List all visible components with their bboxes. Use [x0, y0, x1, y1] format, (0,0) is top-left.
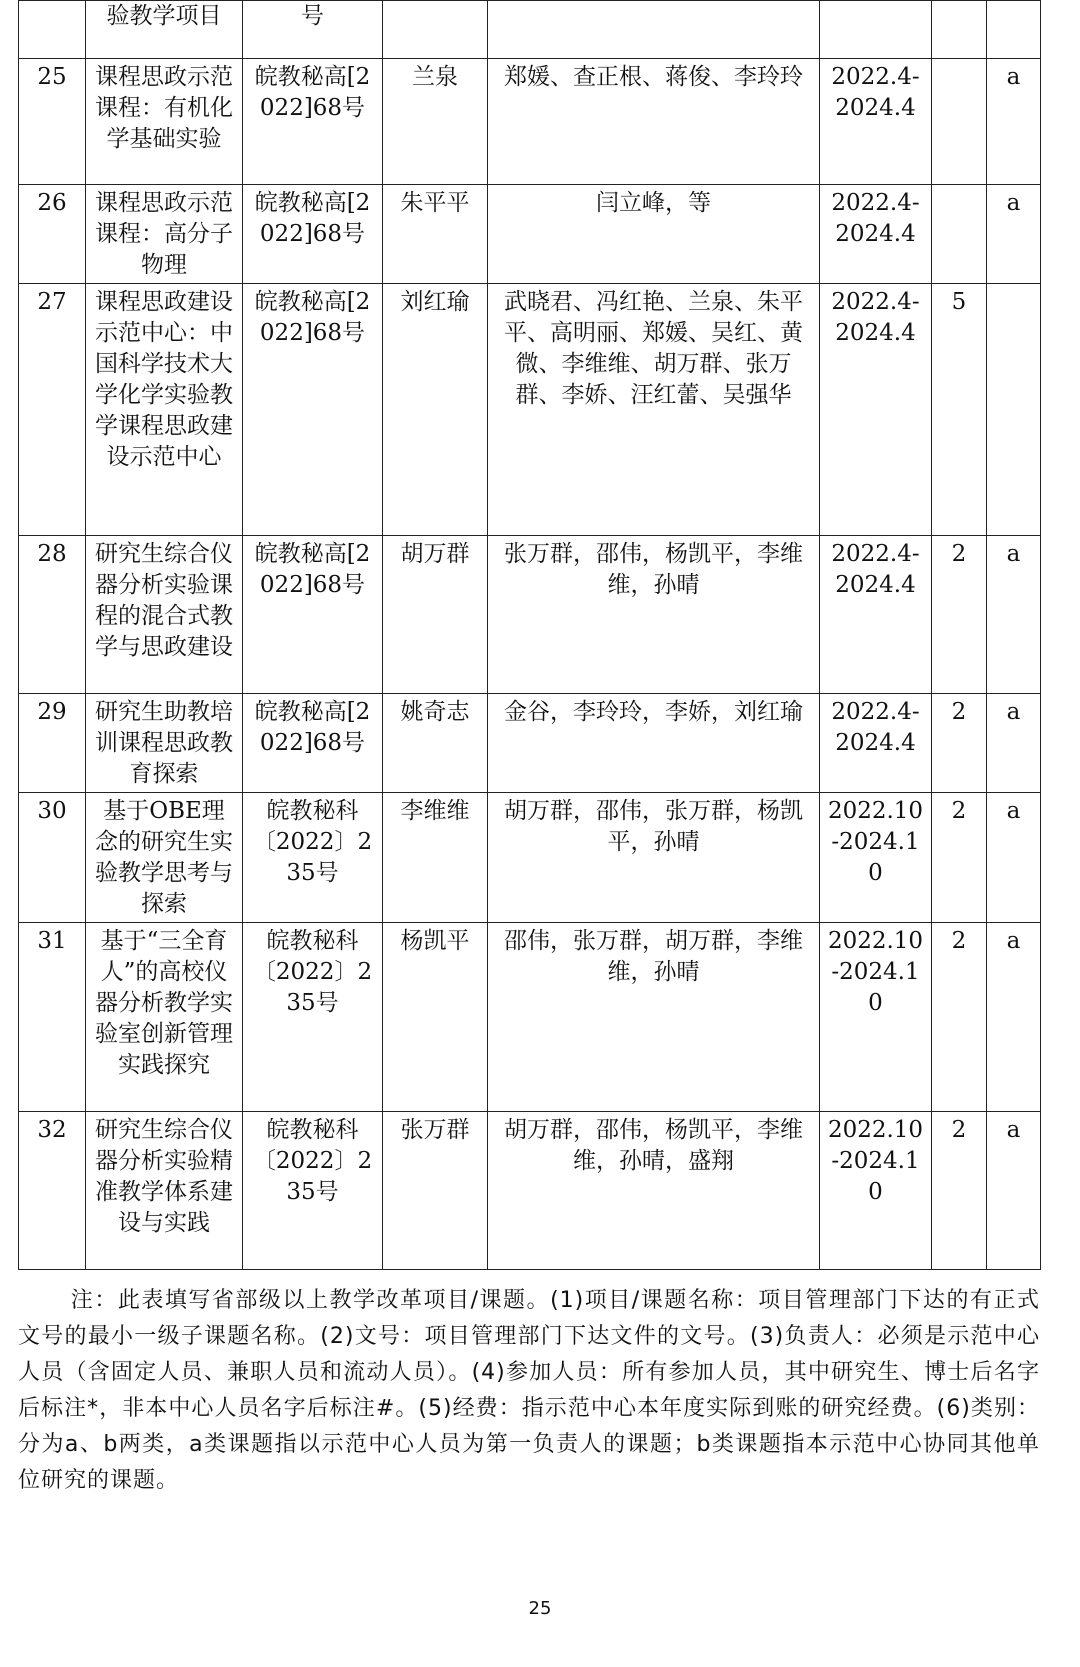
cell-no: 29 — [19, 694, 86, 793]
cell-project-name: 研究生综合仪器分析实验课程的混合式教学与思政建设 — [86, 536, 243, 694]
table-row — [19, 1, 1041, 59]
cell-funding — [932, 59, 987, 185]
table-row — [19, 59, 1041, 185]
cell-no — [19, 1, 86, 59]
cell-leader: 姚奇志 — [383, 694, 488, 793]
project-table — [18, 0, 1041, 1270]
cell-type — [987, 1, 1041, 59]
cell-period: 2022.10-2024.10 — [820, 923, 932, 1112]
cell-leader: 朱平平 — [383, 185, 488, 284]
cell-doc-number: 皖教秘高[2022]68号 — [243, 185, 383, 284]
cell-no: 32 — [19, 1112, 86, 1270]
cell-members: 张万群，邵伟，杨凯平，李维维，孙晴 — [488, 536, 820, 694]
table-row — [19, 694, 1041, 793]
cell-period: 2022.4-2024.4 — [820, 536, 932, 694]
cell-members: 胡万群，邵伟，杨凯平，李维维，孙晴，盛翔 — [488, 1112, 820, 1270]
cell-project-name: 课程思政示范课程：高分子物理 — [86, 185, 243, 284]
page-number: 25 — [528, 1598, 552, 1619]
cell-funding — [932, 185, 987, 284]
cell-doc-number: 皖教秘科〔2022〕235号 — [243, 793, 383, 923]
cell-leader: 兰泉 — [383, 59, 488, 185]
cell-type: a — [987, 59, 1041, 185]
table-row — [19, 923, 1041, 1112]
cell-period: 2022.10-2024.10 — [820, 793, 932, 923]
cell-doc-number: 皖教秘高[2022]68号 — [243, 284, 383, 536]
cell-period: 2022.4-2024.4 — [820, 185, 932, 284]
cell-no: 26 — [19, 185, 86, 284]
cell-funding: 2 — [932, 923, 987, 1112]
cell-project-name: 研究生助教培训课程思政教育探索 — [86, 694, 243, 793]
cell-period: 2022.4-2024.4 — [820, 284, 932, 536]
cell-no: 31 — [19, 923, 86, 1112]
cell-members: 邵伟，张万群，胡万群，李维维，孙晴 — [488, 923, 820, 1112]
cell-funding: 2 — [932, 694, 987, 793]
cell-period: 2022.4-2024.4 — [820, 694, 932, 793]
cell-period: 2022.10-2024.10 — [820, 1112, 932, 1270]
cell-members: 金谷，李玲玲，李娇，刘红瑜 — [488, 694, 820, 793]
cell-leader: 张万群 — [383, 1112, 488, 1270]
cell-members: 郑媛、查正根、蒋俊、李玲玲 — [488, 59, 820, 185]
cell-type: a — [987, 1112, 1041, 1270]
cell-project-name: 研究生综合仪器分析实验精准教学体系建设与实践 — [86, 1112, 243, 1270]
cell-no: 25 — [19, 59, 86, 185]
cell-leader: 刘红瑜 — [383, 284, 488, 536]
cell-leader: 杨凯平 — [383, 923, 488, 1112]
table-row — [19, 1112, 1041, 1270]
cell-doc-number: 皖教秘科〔2022〕235号 — [243, 1112, 383, 1270]
cell-members — [488, 1, 820, 59]
cell-type: a — [987, 536, 1041, 694]
cell-period: 2022.4-2024.4 — [820, 59, 932, 185]
cell-type — [987, 284, 1041, 536]
cell-project-name: 课程思政建设示范中心：中国科学技术大学化学实验教学课程思政建设示范中心 — [86, 284, 243, 536]
cell-funding: 2 — [932, 1112, 987, 1270]
cell-doc-number: 皖教秘高[2022]68号 — [243, 694, 383, 793]
table-row — [19, 185, 1041, 284]
cell-no: 27 — [19, 284, 86, 536]
cell-type: a — [987, 923, 1041, 1112]
cell-doc-number: 皖教秘科〔2022〕235号 — [243, 923, 383, 1112]
cell-type: a — [987, 185, 1041, 284]
table-row — [19, 793, 1041, 923]
cell-funding: 5 — [932, 284, 987, 536]
cell-funding: 2 — [932, 536, 987, 694]
cell-no: 30 — [19, 793, 86, 923]
table-row — [19, 536, 1041, 694]
cell-project-name: 基于“三全育人”的高校仪器分析教学实验室创新管理实践探究 — [86, 923, 243, 1112]
cell-project-name: 课程思政示范课程：有机化学基础实验 — [86, 59, 243, 185]
table-row — [19, 284, 1041, 536]
cell-no: 28 — [19, 536, 86, 694]
cell-doc-number: 皖教秘高[2022]68号 — [243, 59, 383, 185]
cell-type: a — [987, 694, 1041, 793]
project-table-container — [18, 0, 1040, 1270]
cell-doc-number: 号 — [243, 1, 383, 59]
cell-members: 武晓君、冯红艳、兰泉、朱平平、高明丽、郑媛、吴红、黄微、李维维、胡万群、张万群、李娇、汪红蕾、吴强华 — [488, 284, 820, 536]
cell-leader — [383, 1, 488, 59]
cell-members: 闫立峰，等 — [488, 185, 820, 284]
table-footnote: 注：此表填写省部级以上教学改革项目/课题。(1)项目/课题名称：项目管理部门下达的有正式文号的最小一级子课题名称。(2)文号：项目管理部门下达文件的文号。(3)负责人：必须是示范中心人员（含固定人员、兼职人员和流动人员）。(4)参加人员：所有参加人员，其中研究生、博士后名字后标注*，非本中心人员名字后标注#。(5)经费：指示范中心本年度实际到账的研究经费。(6)类别：分为a、b两类，a类课题指以示范中心人员为第一负责人的课题；b类课题指本示范中心协同其他单位研究的课题。 — [18, 1288, 1040, 1493]
cell-funding: 2 — [932, 793, 987, 923]
cell-doc-number: 皖教秘高[2022]68号 — [243, 536, 383, 694]
cell-project-name: 验教学项目 — [86, 1, 243, 59]
cell-leader: 胡万群 — [383, 536, 488, 694]
cell-members: 胡万群，邵伟，张万群，杨凯平，孙晴 — [488, 793, 820, 923]
cell-project-name: 基于OBE理念的研究生实验教学思考与探索 — [86, 793, 243, 923]
cell-type: a — [987, 793, 1041, 923]
cell-funding — [932, 1, 987, 59]
cell-leader: 李维维 — [383, 793, 488, 923]
cell-period — [820, 1, 932, 59]
